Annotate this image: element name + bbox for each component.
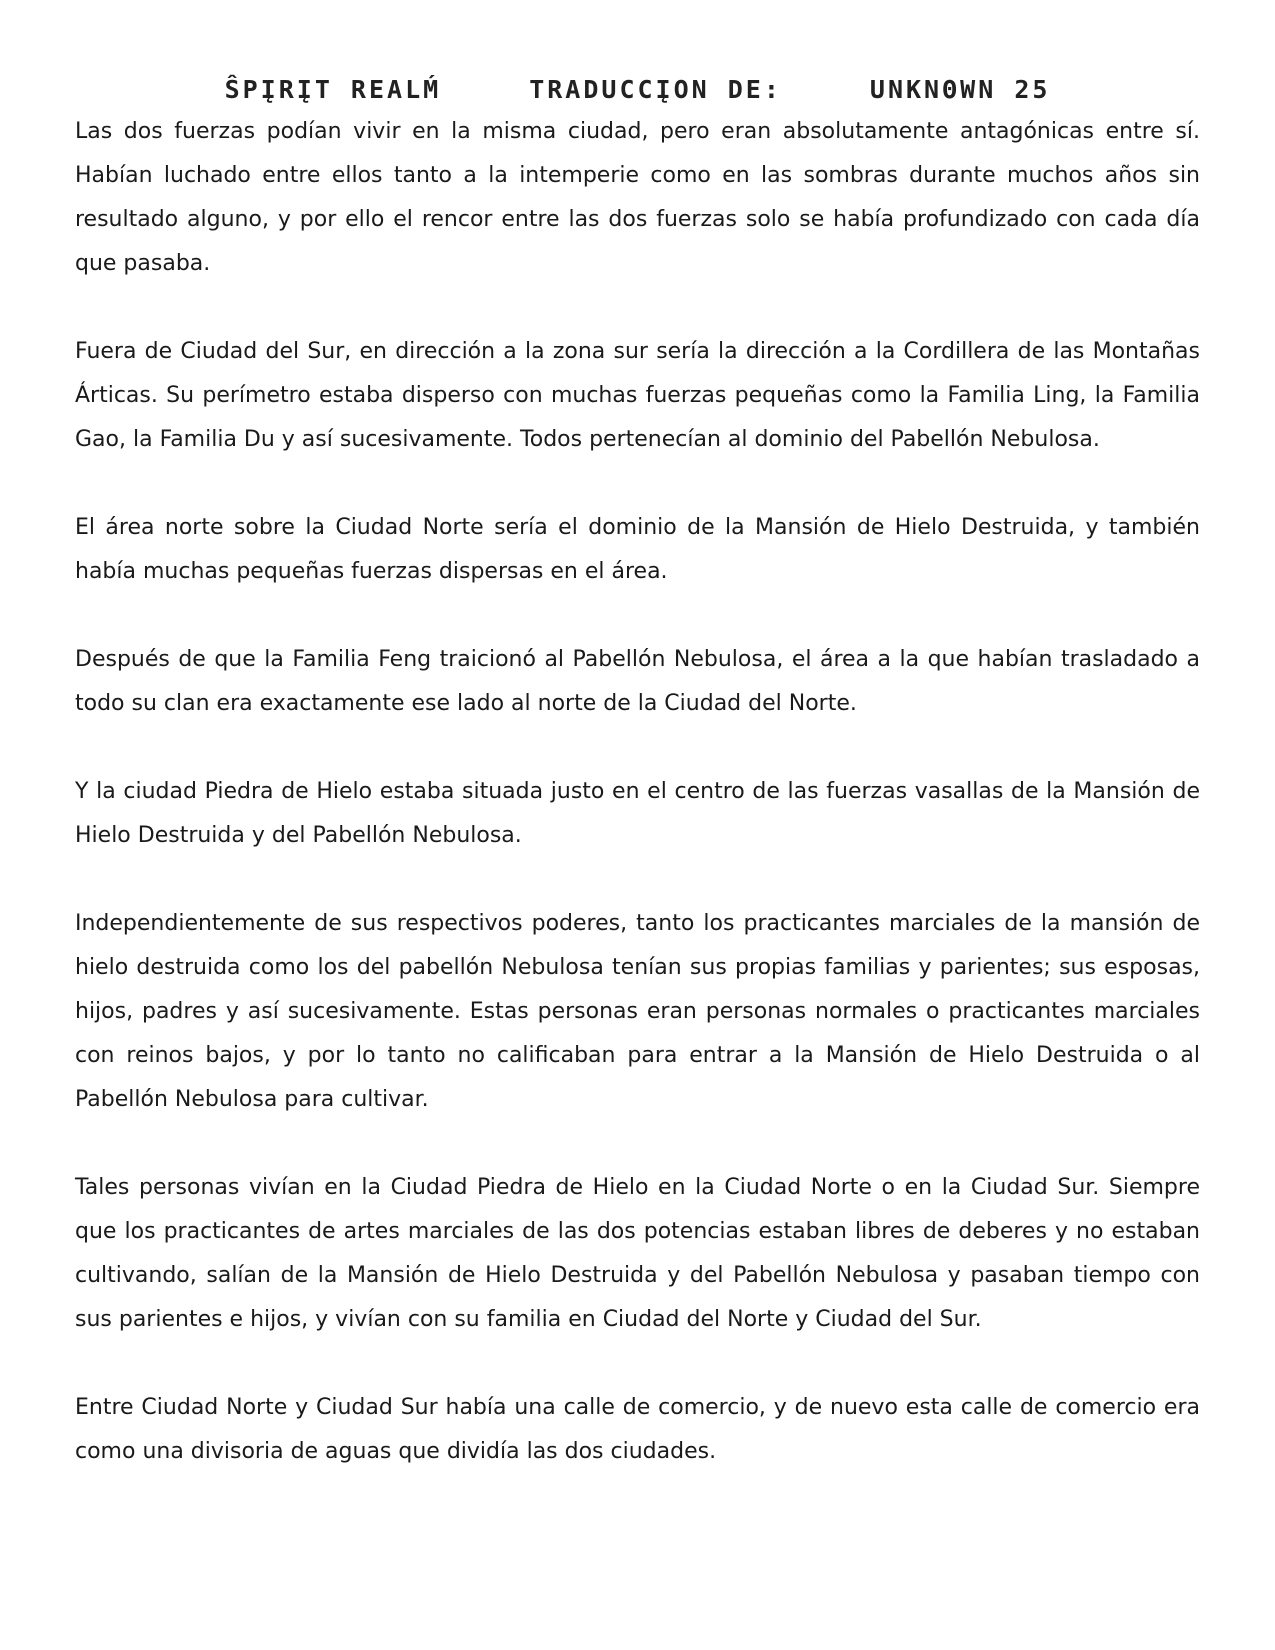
page-header xyxy=(75,70,1200,110)
paragraph: El área norte sobre la Ciudad Norte sería el dominio de la Mansión de Hielo Destruida, y también había muchas pequeñas fuerzas dispersas en el área. xyxy=(75,515,1200,584)
paragraph: Y la ciudad Piedra de Hielo estaba situada justo en el centro de las fuerzas vasallas de la Mansión de Hielo Destruida y del Pabellón Nebulosa. xyxy=(75,779,1200,848)
paragraph: Independientemente de sus respectivos poderes, tanto los practicantes marciales de la mansión de hielo destruida como los del pabellón Nebulosa tenían sus propias familias y parientes; sus esposas, hijos, padres y así sucesivamente. Estas personas eran personas normales o practicantes marciales con reinos bajos, y por lo tanto no calificaban para entrar a la Mansión de Hielo Destruida o al Pabellón Nebulosa para cultivar. xyxy=(75,911,1200,1112)
paragraph: Entre Ciudad Norte y Ciudad Sur había una calle de comercio, y de nuevo esta calle de comercio era como una divisoria de aguas que dividía las dos ciudades. xyxy=(75,1395,1200,1464)
paragraph: Tales personas vivían en la Ciudad Piedra de Hielo en la Ciudad Norte o en la Ciudad Sur. Siempre que los practicantes de artes marciales de las dos potencias estaban libres de deberes y no estaban cultivando, salían de la Mansión de Hielo Destruida y del Pabellón Nebulosa y pasaban tiempo con sus parientes e hijos, y vivían con su familia en Ciudad del Norte y Ciudad del Sur. xyxy=(75,1175,1200,1332)
header-translator-page: UNKNΘWN 25 xyxy=(869,75,1051,104)
document-body xyxy=(75,110,1200,1474)
paragraph: Las dos fuerzas podían vivir en la misma ciudad, pero eran absolutamente antagónicas entre sí. Habían luchado entre ellos tanto a la intemperie como en las sombras durante muchos años sin resultado alguno, y por ello el rencor entre las dos fuerzas solo se había profundizado con cada día que pasaba. xyxy=(75,119,1200,276)
paragraph: Después de que la Familia Feng traicionó al Pabellón Nebulosa, el área a la que habían trasladado a todo su clan era exactamente ese lado al norte de la Ciudad del Norte. xyxy=(75,647,1200,716)
header-series-title: ŜPĮRĮT REALḾ xyxy=(224,75,442,104)
paragraph: Fuera de Ciudad del Sur, en dirección a la zona sur sería la dirección a la Cordillera de las Montañas Árticas. Su perímetro estaba disperso con muchas fuerzas pequeñas como la Familia Ling, la Familia Gao, la Familia Du y así sucesivamente. Todos pertenecían al dominio del Pabellón Nebulosa. xyxy=(75,339,1200,452)
header-translation-label: TRADUCCĮON DE: xyxy=(529,75,782,104)
